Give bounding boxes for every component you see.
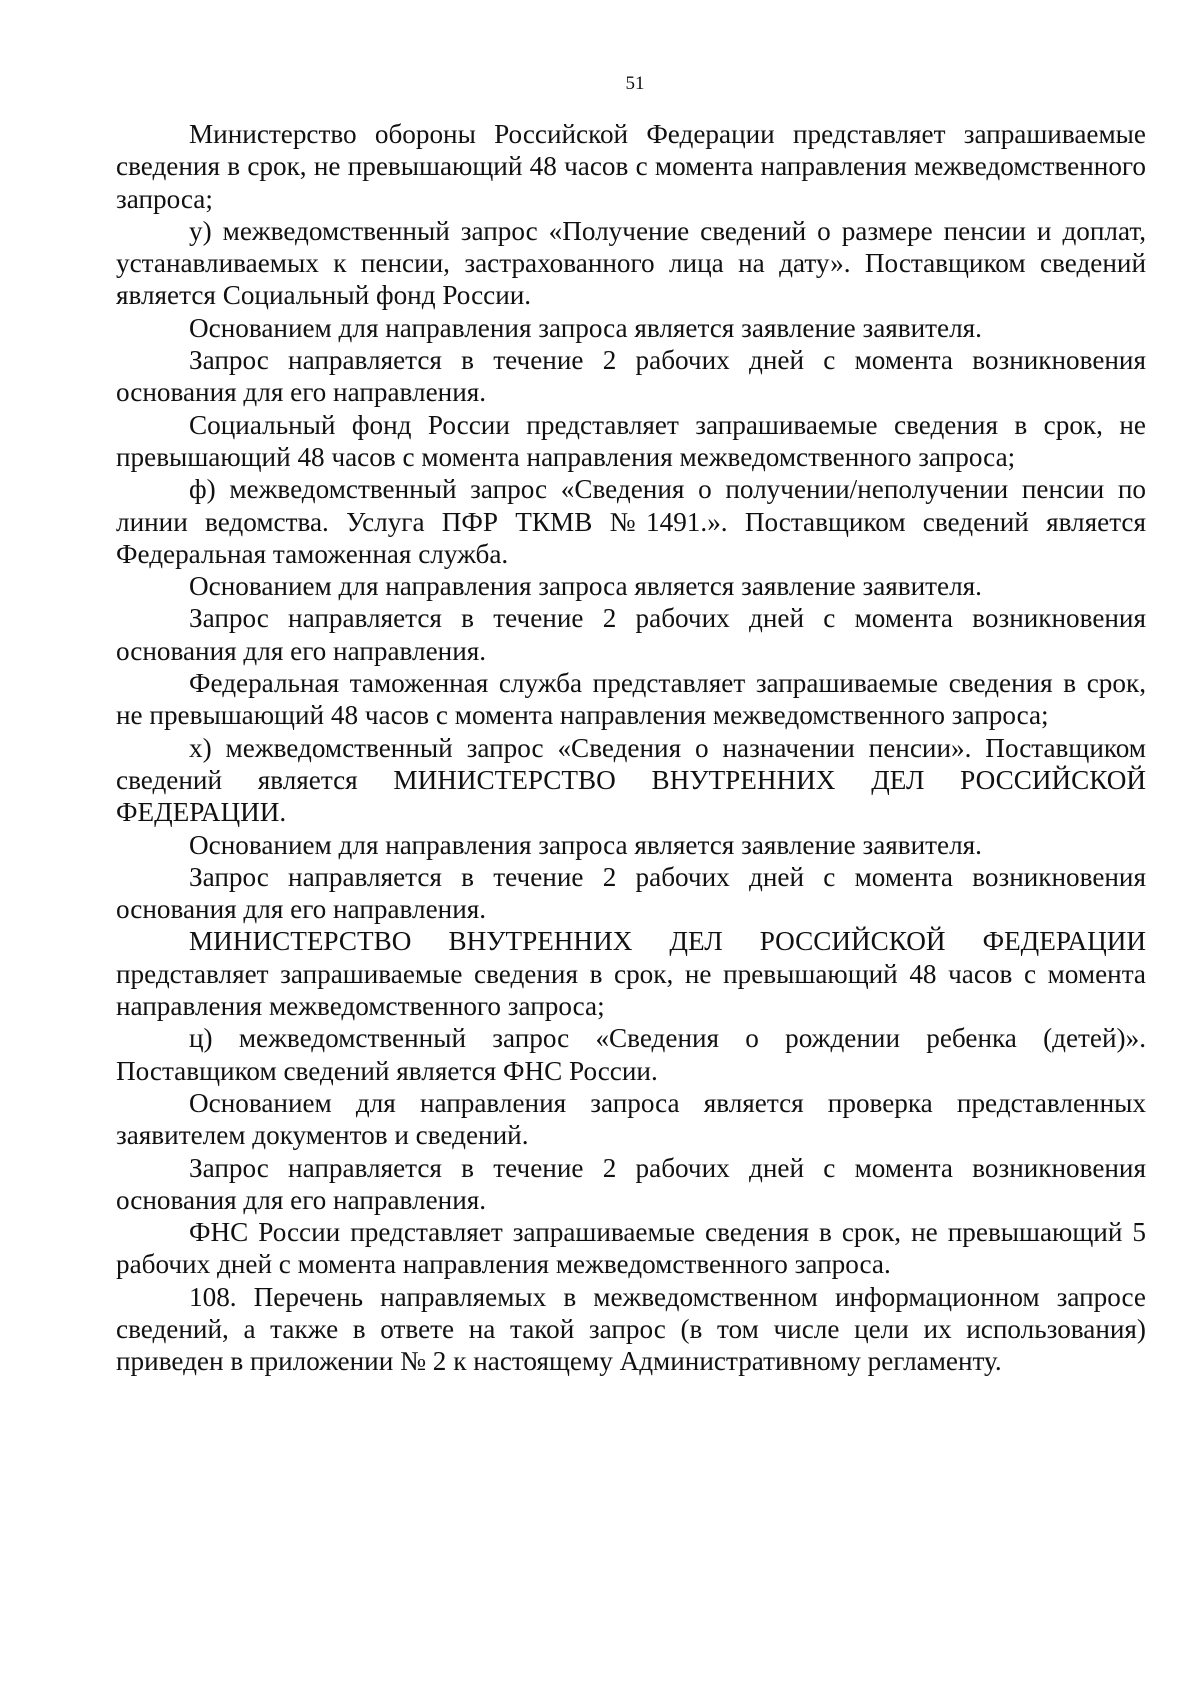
paragraph-request-term: Запрос направляется в течение 2 рабочих дней с момента возникновения основания для его направления.: [116, 1152, 1146, 1215]
paragraph-fns-response-term: ФНС России представляет запрашиваемые сведения в срок, не превышающий 5 рабочих дней с момента направления межведомственного запроса.: [116, 1217, 1146, 1280]
paragraph-request-f: ф) межведомственный запрос «Сведения о получении/неполучении пенсии по линии ведомства. Услуга ПФР ТКМВ №1491.». Поставщиком сведений является Федеральная таможенная служба.: [116, 474, 1146, 569]
paragraph-basis-check: Основанием для направления запроса является проверка представленных заявителем документов и сведений.: [116, 1087, 1146, 1151]
paragraph-basis: Основанием для направления запроса является заявление заявителя.: [189, 312, 982, 343]
paragraph-108: 108. Перечень направляемых в межведомственном информационном запросе сведений, а также в ответе на такой запрос (в том числе цели их использования) приведен в приложении № 2 к настоящему Административному регламенту.: [116, 1281, 1146, 1377]
paragraph-mo-response-term: Министерство обороны Российской Федерации представляет запрашиваемые сведения в срок, не превышающий 48 часов с момента направления межведомственного запроса;: [116, 119, 1146, 214]
paragraph-request-term: Запрос направляется в течение 2 рабочих дней с момента возникновения основания для его направления.: [116, 345, 1146, 408]
paragraph-basis: Основанием для направления запроса является заявление заявителя.: [189, 829, 982, 860]
paragraph-request-term: Запрос направляется в течение 2 рабочих дней с момента возникновения основания для его направления.: [116, 603, 1146, 666]
paragraph-mvd-response-term: МИНИСТЕРСТВО ВНУТРЕННИХ ДЕЛ РОССИЙСКОЙ ФЕДЕРАЦИИ представляет запрашиваемые сведения в срок, не превышающий 48 часов с момента направления межведомственного запроса;: [116, 926, 1146, 1022]
document-body: [116, 118, 1146, 1378]
paragraph-sfr-response-term: Социальный фонд России представляет запрашиваемые сведения в срок, не превышающий 48 часов с момента направления межведомственного запроса;: [116, 409, 1146, 472]
paragraph-basis: Основанием для направления запроса является заявление заявителя.: [189, 571, 982, 602]
paragraph-request-ts: ц) межведомственный запрос «Сведения о рождении ребенка (детей)». Поставщиком сведений является ФНС России.: [116, 1023, 1146, 1086]
page-number: 51: [625, 73, 645, 94]
paragraph-request-u: у) межведомственный запрос «Получение сведений о размере пенсии и доплат, устанавливаемых к пенсии, застрахованного лица на дату». Поставщиком сведений является Социальный фонд России.: [116, 215, 1146, 311]
paragraph-request-kh: х) межведомственный запрос «Сведения о назначении пенсии». Поставщиком сведений является МИНИСТЕРСТВО ВНУТРЕННИХ ДЕЛ РОССИЙСКОЙ ФЕДЕРАЦИИ.: [116, 732, 1146, 828]
paragraph-fts-response-term: Федеральная таможенная служба представляет запрашиваемые сведения в срок, не превышающий 48 часов с момента направления межведомственного запроса;: [116, 668, 1146, 731]
paragraph-request-term: Запрос направляется в течение 2 рабочих дней с момента возникновения основания для его направления.: [116, 861, 1146, 925]
